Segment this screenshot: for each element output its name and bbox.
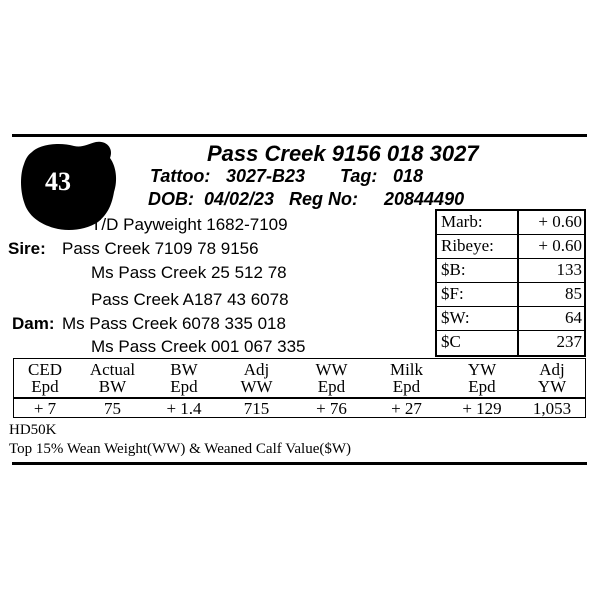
index-value: 237 <box>556 332 582 351</box>
index-label: Marb: <box>441 212 483 231</box>
epd-value: + 129 <box>462 399 502 418</box>
lot-number: 43 <box>45 167 71 196</box>
index-label: $C <box>441 332 461 351</box>
epd-value: 75 <box>104 399 121 418</box>
index-value: 133 <box>556 260 582 279</box>
tag-value: 018 <box>393 166 424 186</box>
animal-name: Pass Creek 9156 018 3027 <box>207 141 479 166</box>
index-row <box>437 211 586 235</box>
epd-subheader: YW <box>537 377 567 396</box>
top-rule <box>12 134 587 137</box>
epd-subheader: Epd <box>468 377 496 396</box>
epd-header: Milk <box>389 360 424 379</box>
epd-value: + 27 <box>391 399 422 418</box>
tattoo-label: Tattoo: <box>150 166 211 186</box>
epd-header: CED <box>28 360 62 379</box>
epd-value: 715 <box>243 399 270 418</box>
epd-subheader: Epd <box>170 377 198 396</box>
epd-subheader: Epd <box>317 377 346 396</box>
reg-value: 20844490 <box>384 189 465 209</box>
epd-header: Adj <box>539 360 565 379</box>
sire-label: Sire: <box>8 239 46 258</box>
epd-subheader: Epd <box>392 377 421 396</box>
dam-label: Dam: <box>12 314 55 333</box>
index-label: Ribeye: <box>441 236 494 255</box>
ranking-note: Top 15% Wean Weight(WW) & Weaned Calf Value($W) <box>9 441 352 457</box>
index-value: + 0.60 <box>538 236 582 255</box>
index-label: $F: <box>441 284 464 303</box>
epd-value: + 7 <box>33 399 57 418</box>
epd-column <box>369 359 444 417</box>
tattoo-value: 3027-B23 <box>226 166 306 186</box>
epd-column <box>14 359 76 417</box>
epd-header: Adj <box>243 360 270 379</box>
epd-column <box>149 359 219 417</box>
epd-header: YW <box>467 360 497 379</box>
dam-name: Ms Pass Creek 6078 335 018 <box>62 314 286 333</box>
index-row <box>437 331 586 355</box>
index-divider <box>517 211 519 355</box>
sire-dam: Ms Pass Creek 25 512 78 <box>91 263 287 282</box>
index-label: $W: <box>441 308 470 327</box>
epd-header: Actual <box>89 360 136 379</box>
epd-column <box>444 359 520 417</box>
index-row <box>437 307 586 331</box>
epd-subheader: Epd <box>31 377 59 396</box>
index-row <box>437 259 586 283</box>
dam-dam: Ms Pass Creek 001 067 335 <box>91 337 306 356</box>
sire-sire: T/D Payweight 1682-7109 <box>91 215 288 234</box>
reg-label: Reg No: <box>289 189 358 209</box>
index-value: 85 <box>565 284 582 303</box>
epd-column <box>76 359 149 417</box>
epd-column <box>520 359 584 417</box>
dob-label: DOB: <box>148 189 194 209</box>
epd-subheader: BW <box>98 377 127 396</box>
epd-value: + 76 <box>316 399 347 418</box>
index-value: 64 <box>565 308 582 327</box>
index-value: + 0.60 <box>538 212 582 231</box>
epd-column <box>294 359 369 417</box>
index-box <box>435 209 586 357</box>
epd-table <box>13 358 586 418</box>
sire-name: Pass Creek 7109 78 9156 <box>62 239 259 258</box>
tag-label: Tag: <box>340 166 378 186</box>
epd-header: WW <box>315 360 348 379</box>
epd-header: BW <box>170 360 198 379</box>
epd-value: + 1.4 <box>166 399 202 418</box>
bottom-rule <box>12 462 587 465</box>
genomic-note: HD50K <box>9 422 57 438</box>
index-label: $B: <box>441 260 466 279</box>
epd-subheader: WW <box>240 377 273 396</box>
dob-value: 04/02/23 <box>204 189 275 209</box>
index-row <box>437 283 586 307</box>
dam-sire: Pass Creek A187 43 6078 <box>91 290 289 309</box>
epd-value: 1,053 <box>532 399 572 418</box>
index-row <box>437 235 586 259</box>
epd-column <box>219 359 294 417</box>
